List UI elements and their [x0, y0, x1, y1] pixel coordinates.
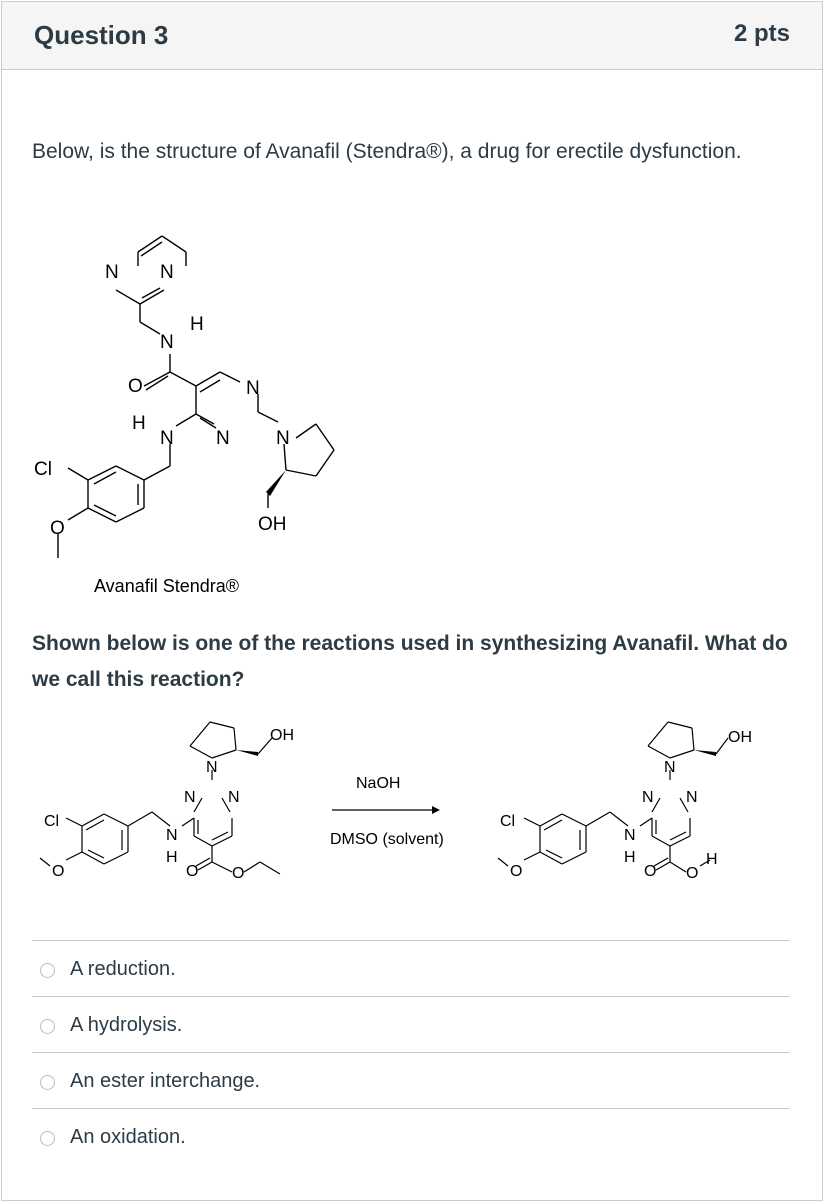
- question-title: Question 3: [34, 20, 169, 50]
- answer-label: An oxidation.: [70, 1126, 186, 1148]
- atom-label: Cl: [34, 459, 52, 480]
- atom-label: Cl: [500, 813, 516, 830]
- atom-label: N: [166, 827, 178, 844]
- solvent-label: DMSO (solvent): [330, 831, 444, 848]
- atom-label: N: [276, 428, 290, 449]
- question-points: 2 pts: [733, 20, 790, 47]
- atom-label: O: [510, 863, 523, 880]
- answer-option[interactable]: [32, 996, 790, 1052]
- atom-label: N: [105, 262, 119, 283]
- atom-label: N: [160, 262, 174, 283]
- atom-label: O: [52, 863, 65, 880]
- answer-option[interactable]: [32, 1108, 790, 1164]
- atom-label: N: [624, 827, 636, 844]
- answer-option[interactable]: [32, 1052, 790, 1108]
- answer-label: A hydrolysis.: [70, 1014, 183, 1036]
- atom-label: N: [206, 759, 218, 776]
- atom-label: N: [160, 428, 174, 449]
- atom-label: O: [128, 376, 143, 397]
- answer-label: An ester interchange.: [70, 1070, 261, 1092]
- question-prompt: Shown below is one of the reactions used in synthesizing Avanafil. What do we call this reaction?: [32, 632, 788, 691]
- atom-label: O: [186, 863, 199, 880]
- atom-label: O: [686, 865, 699, 882]
- atom-label: OH: [270, 727, 294, 744]
- atom-label: O: [232, 865, 245, 882]
- radio-button[interactable]: [40, 1131, 55, 1146]
- radio-button[interactable]: [40, 963, 55, 978]
- answer-list: [32, 940, 790, 1164]
- atom-label: Cl: [44, 813, 60, 830]
- atom-label: OH: [728, 729, 752, 746]
- atom-label: H: [166, 849, 178, 866]
- question-header: [2, 2, 822, 70]
- atom-label: O: [644, 863, 657, 880]
- atom-label: N: [686, 789, 698, 806]
- atom-label: N: [642, 789, 654, 806]
- atom-label: H: [624, 849, 636, 866]
- atom-label: O: [50, 518, 65, 539]
- reagent-label: NaOH: [356, 775, 401, 792]
- answer-label: A reduction.: [70, 958, 176, 980]
- radio-button[interactable]: [40, 1075, 55, 1090]
- atom-label: H: [132, 413, 146, 434]
- atom-label: N: [246, 378, 260, 399]
- atom-label: N: [664, 759, 676, 776]
- answer-option[interactable]: [32, 940, 790, 996]
- radio-button[interactable]: [40, 1019, 55, 1034]
- atom-label: H: [190, 314, 204, 335]
- structure-caption: Avanafil Stendra®: [94, 576, 240, 596]
- atom-label: OH: [258, 514, 287, 535]
- avanafil-structure-image: [20, 222, 360, 602]
- question-intro: Below, is the structure of Avanafil (Stendra®), a drug for erectile dysfunction.: [32, 140, 742, 163]
- atom-label: N: [160, 332, 174, 353]
- atom-label: N: [216, 428, 230, 449]
- reaction-scheme-image: [20, 714, 800, 894]
- atom-label: H: [706, 851, 718, 868]
- atom-label: N: [228, 789, 240, 806]
- atom-label: N: [184, 789, 196, 806]
